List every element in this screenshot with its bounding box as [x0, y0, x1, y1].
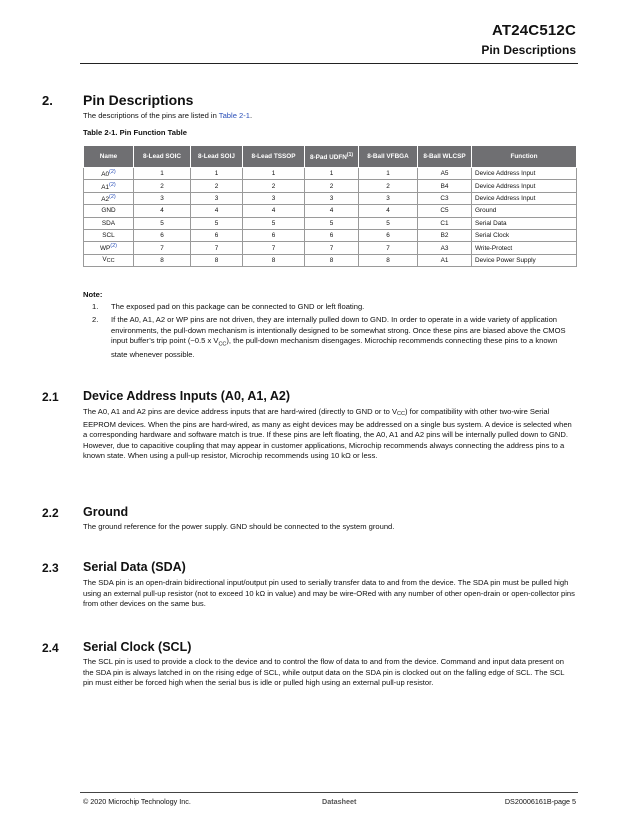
- pin-function-cell: Device Address Input: [472, 180, 577, 192]
- col-soij-header: 8-Lead SOIJ: [191, 146, 243, 168]
- pin-name-cell: A1$^{(2)}$: [84, 180, 134, 192]
- pin-vfbga-cell: 1: [359, 168, 418, 180]
- footer-page-number: DS20006161B-page 5: [504, 797, 576, 806]
- section-2-1-title: Device Address Inputs (A0, A1, A2): [83, 389, 291, 403]
- pin-soij-cell: 1: [191, 168, 243, 180]
- pin-udfn-cell: 5: [305, 217, 359, 229]
- pin-wlcsp-cell: B4: [418, 180, 472, 192]
- pin-soij-cell: 8: [191, 254, 243, 266]
- section-2-1-body: The A0, A1 and A2 pins are device address inputs that are hard-wired (directly to GND or to $V_{CC}$) for compatibility with other two-wire Serial EEPROM devices. When the pins are hard-wired, as many as eight devices may be addressed on a single bus system. A device is selected when a corresponding hardware and software match is true. If these pins are left floating, the A0, A1 and A2 pins will be internally pulled down to GND. However, due to capacitive coupling that may appear in customer applications, Microchip recommends always connecting the address pins to a known state. When using a pull-up resistor, Microchip recommends using 10 kΩ or less.: [83, 407, 572, 461]
- pin-soic-cell: 3: [134, 192, 191, 204]
- pin-soij-cell: 7: [191, 242, 243, 254]
- pin-wlcsp-cell: C3: [418, 192, 472, 204]
- pin-soic-cell: 4: [134, 205, 191, 217]
- document-title: AT24C512C: [491, 22, 576, 39]
- pin-name-cell: SDA: [84, 217, 134, 229]
- table-row: [84, 242, 577, 254]
- pin-udfn-cell: 4: [305, 205, 359, 217]
- pin-soij-cell: 5: [191, 217, 243, 229]
- pin-tssop-cell: 4: [243, 205, 305, 217]
- section-2-title: Pin Descriptions: [83, 92, 194, 108]
- pin-vfbga-cell: 7: [359, 242, 418, 254]
- pin-function-cell: Device Address Input: [472, 192, 577, 204]
- pin-soic-cell: 5: [134, 217, 191, 229]
- pin-function-cell: Ground: [472, 205, 577, 217]
- col-soic-header: 8-Lead SOIC: [134, 146, 191, 168]
- pin-udfn-cell: 8: [305, 254, 359, 266]
- section-2-number: 2.: [42, 93, 53, 108]
- pin-soic-cell: 1: [134, 168, 191, 180]
- pin-wlcsp-cell: A3: [418, 242, 472, 254]
- pin-tssop-cell: 5: [243, 217, 305, 229]
- section-2-4-body: The SCL pin is used to provide a clock to the device and to control the flow of data to and from the device. Command and input data present on the SDA pin is always latched in on the rising edge of SCL, while output data on the SDA pin is clocked out on the falling edge of SCL. The SCL pin must either be forced high when the serial bus is idle or pulled high using an external pull-up resistor.: [83, 657, 565, 688]
- col-function-header: Function: [472, 146, 577, 168]
- pin-name-cell: A2$^{(2)}$: [84, 192, 134, 204]
- pin-soij-cell: 4: [191, 205, 243, 217]
- footer-center-label: Datasheet: [322, 797, 357, 806]
- pin-wlcsp-cell: A1: [418, 254, 472, 266]
- pin-function-cell: Serial Clock: [472, 229, 577, 241]
- pin-soic-cell: 8: [134, 254, 191, 266]
- pin-wlcsp-cell: C5: [418, 205, 472, 217]
- footer-copyright: © 2020 Microchip Technology Inc.: [83, 797, 191, 806]
- footer-divider: [80, 792, 578, 793]
- pin-vfbga-cell: 2: [359, 180, 418, 192]
- pin-vfbga-cell: 8: [359, 254, 418, 266]
- section-2-1-number: 2.1: [42, 390, 59, 404]
- pin-udfn-cell: 6: [305, 229, 359, 241]
- pin-vfbga-cell: 3: [359, 192, 418, 204]
- table-row: [84, 168, 577, 180]
- header-divider: [80, 63, 578, 64]
- pin-name-cell: $V_{CC}$: [84, 254, 134, 266]
- table-row: [84, 254, 577, 266]
- pin-soij-cell: 2: [191, 180, 243, 192]
- section-2-4-title: Serial Clock (SCL): [83, 640, 192, 654]
- pin-udfn-cell: 7: [305, 242, 359, 254]
- pin-tssop-cell: 3: [243, 192, 305, 204]
- table-row: [84, 229, 577, 241]
- col-udfn-header: 8-Pad UDFN$^{(1)}$: [305, 146, 359, 168]
- document-subtitle: Pin Descriptions: [481, 43, 576, 57]
- section-2-3-number: 2.3: [42, 561, 59, 575]
- pin-function-cell: Write-Protect: [472, 242, 577, 254]
- pin-name-cell: GND: [84, 205, 134, 217]
- pin-name-cell: WP$^{(2)}$: [84, 242, 134, 254]
- pin-name-cell: A0$^{(2)}$: [84, 168, 134, 180]
- pin-wlcsp-cell: C1: [418, 217, 472, 229]
- pin-soic-cell: 2: [134, 180, 191, 192]
- section-2-2-number: 2.2: [42, 506, 59, 520]
- col-vfbga-header: 8-Ball VFBGA: [359, 146, 418, 168]
- pin-vfbga-cell: 4: [359, 205, 418, 217]
- pin-wlcsp-cell: B2: [418, 229, 472, 241]
- table-row: [84, 192, 577, 204]
- pin-tssop-cell: 1: [243, 168, 305, 180]
- table-row: [84, 180, 577, 192]
- table-2-1-link[interactable]: Table 2-1: [218, 111, 251, 120]
- pin-soic-cell: 7: [134, 242, 191, 254]
- section-2-3-body: The SDA pin is an open-drain bidirectional input/output pin used to serially transfer data to and from the device. The SDA pin must be pulled high using an external pull-up resistor (not to exceed 10 kΩ in value) and may be wire-ORed with any number of other open-drain or open-collector pins from other devices on the same bus.: [83, 578, 575, 609]
- table-row: [84, 217, 577, 229]
- pin-function-table: [83, 145, 577, 267]
- section-2-2-title: Ground: [83, 505, 129, 519]
- pin-udfn-cell: 3: [305, 192, 359, 204]
- section-2-2-body: The ground reference for the power supply. GND should be connected to the system ground.: [83, 522, 395, 531]
- col-tssop-header: 8-Lead TSSOP: [243, 146, 305, 168]
- pin-tssop-cell: 7: [243, 242, 305, 254]
- pin-udfn-cell: 2: [305, 180, 359, 192]
- pin-wlcsp-cell: A5: [418, 168, 472, 180]
- pin-tssop-cell: 6: [243, 229, 305, 241]
- note-1: 1. The exposed pad on this package can be connected to GND or left floating.: [92, 302, 365, 311]
- note-label: Note:: [83, 290, 103, 299]
- pin-function-cell: Device Power Supply: [472, 254, 577, 266]
- pin-name-cell: SCL: [84, 229, 134, 241]
- pin-function-cell: Device Address Input: [472, 168, 577, 180]
- section-2-intro: The descriptions of the pins are listed in Table 2-1.: [83, 111, 253, 120]
- table-caption: Table 2-1. Pin Function Table: [83, 128, 187, 137]
- pin-soij-cell: 6: [191, 229, 243, 241]
- note-2: 2. If the A0, A1, A2 or WP pins are not driven, they are internally pulled down to GND. In order to operate in a wide variety of application environments, the pull-down mechanism is intentionally designed to be somewhat strong. Once these pins are biased above the CMOS input buffer’s trip point (~0.5 x $V_{CC}$), the pull-down mechanism disengages. Microchip recommends connecting these pins to a known state whenever possible.: [92, 315, 566, 360]
- pin-tssop-cell: 2: [243, 180, 305, 192]
- table-header-row: [84, 146, 577, 168]
- table-row: [84, 205, 577, 217]
- pin-udfn-cell: 1: [305, 168, 359, 180]
- pin-soic-cell: 6: [134, 229, 191, 241]
- section-2-3-title: Serial Data (SDA): [83, 560, 186, 574]
- pin-vfbga-cell: 6: [359, 229, 418, 241]
- section-2-4-number: 2.4: [42, 641, 59, 655]
- pin-function-cell: Serial Data: [472, 217, 577, 229]
- col-wlcsp-header: 8-Ball WLCSP: [418, 146, 472, 168]
- pin-vfbga-cell: 5: [359, 217, 418, 229]
- col-name-header: Name: [84, 146, 134, 168]
- pin-tssop-cell: 8: [243, 254, 305, 266]
- pin-soij-cell: 3: [191, 192, 243, 204]
